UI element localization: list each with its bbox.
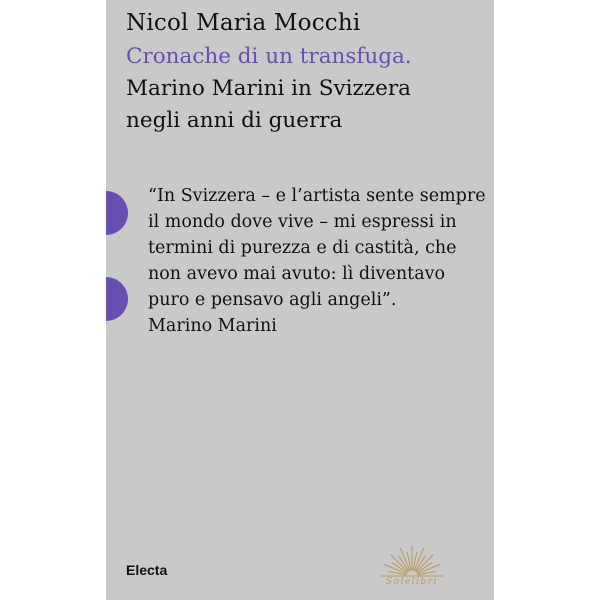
book-title: Cronache di un transfuga.: [126, 44, 412, 69]
cover-quote: [148, 183, 486, 339]
sun-ray: [407, 552, 411, 570]
book-subtitle: [126, 73, 411, 137]
quote-line: non avevo mai avuto: lì diventavo: [148, 264, 446, 284]
decorative-semicircle-bottom: [106, 277, 128, 321]
quote-attribution: Marino Marini: [148, 316, 277, 336]
publisher-logo: Electa: [126, 562, 168, 578]
subtitle-line: Marino Marini in Svizzera: [126, 76, 411, 101]
quote-line: il mondo dove vive – mi espressi in: [148, 212, 457, 232]
sun-ray: [388, 571, 406, 575]
sun-ray: [418, 571, 436, 575]
subtitle-line: negli anni di guerra: [126, 108, 343, 133]
author-name: Nicol Maria Mocchi: [126, 10, 361, 36]
decorative-semicircle-top: [106, 191, 128, 235]
quote-line: puro e pensavo agli angeli”.: [148, 290, 397, 310]
sun-ray: [413, 552, 417, 570]
book-cover: [106, 0, 494, 600]
series-name: Solelibri: [386, 577, 438, 587]
quote-line: termini di purezza e di castità, che: [148, 238, 457, 258]
quote-line: “In Svizzera – e l’artista sente sempre: [148, 186, 486, 206]
